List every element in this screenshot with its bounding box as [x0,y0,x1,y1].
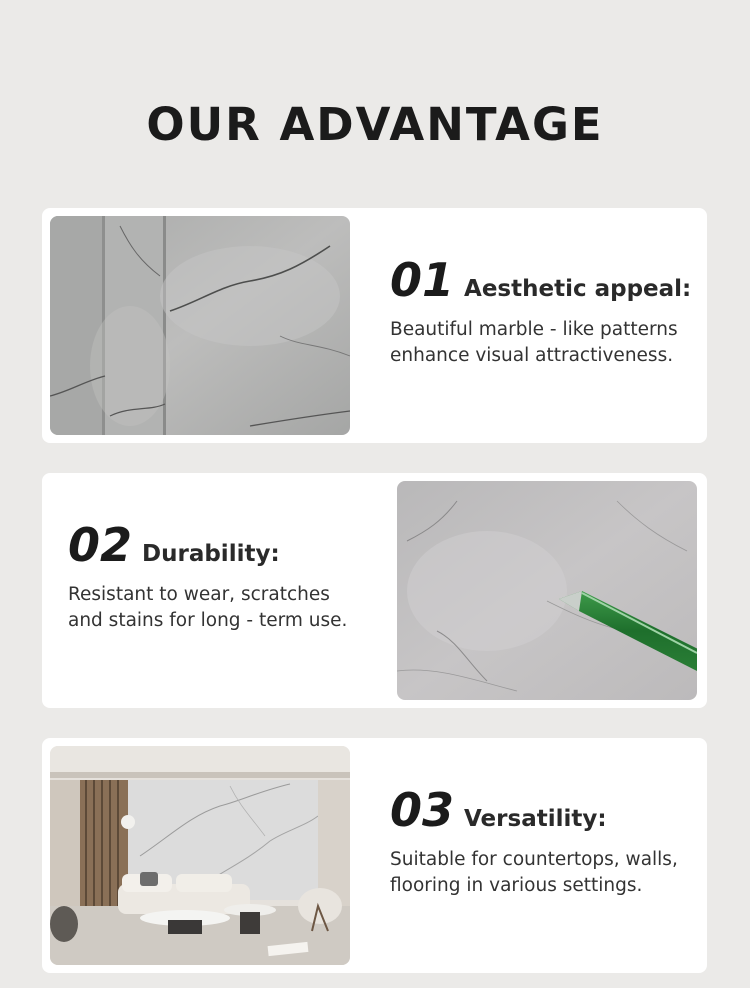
advantage-card-durability [42,473,707,708]
advantage-description: Suitable for countertops, walls, flooring in various settings. [390,849,678,896]
living-room-image [50,746,350,965]
marble-panels-image [50,216,350,435]
advantage-number: 03 [390,783,455,837]
advantage-number: 02 [68,518,133,572]
advantage-heading: Versatility: [464,806,607,832]
advantage-heading: Aesthetic appeal: [464,276,692,302]
advantage-number: 01 [390,253,455,307]
advantage-description: Resistant to wear, scratches and stains for long - term use. [68,584,348,631]
advantage-heading: Durability: [142,541,280,567]
page-title: OUR ADVANTAGE [146,98,604,151]
advantage-card-aesthetic [42,208,707,443]
scratch-test-image [397,481,697,700]
advantage-description: Beautiful marble - like patterns enhance visual attractiveness. [390,319,678,366]
advantage-card-versatility [42,738,707,973]
